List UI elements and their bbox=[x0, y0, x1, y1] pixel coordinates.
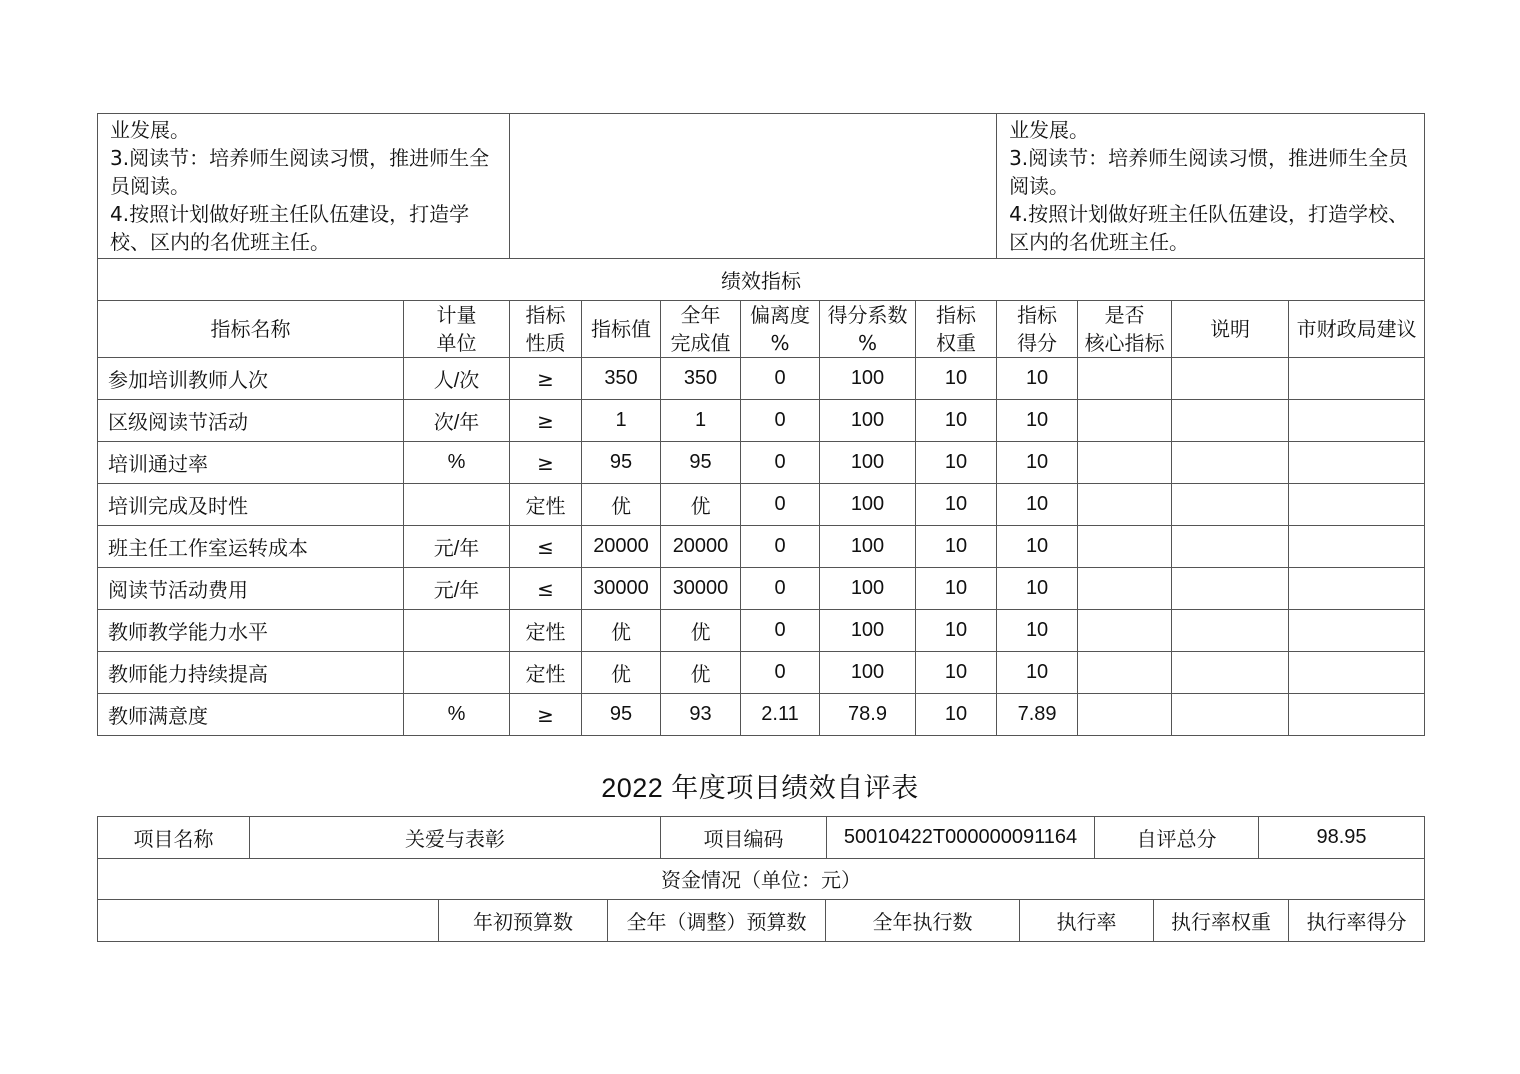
table-cell bbox=[1289, 442, 1425, 484]
indicator-name-cell: 班主任工作室运转成本 bbox=[98, 526, 404, 568]
table-cell: 0 bbox=[741, 568, 820, 610]
header-cell: 指标 性质 bbox=[510, 301, 582, 358]
table-cell: 定性 bbox=[510, 652, 582, 694]
table-cell: 优 bbox=[661, 484, 741, 526]
table-cell: 100 bbox=[820, 652, 916, 694]
indicator-name-cell: 阅读节活动费用 bbox=[98, 568, 404, 610]
table-cell: 10 bbox=[916, 400, 997, 442]
table-cell: 93 bbox=[661, 694, 741, 736]
table-cell: 20000 bbox=[661, 526, 741, 568]
table-cell bbox=[1078, 610, 1172, 652]
project-code-value: 50010422T000000091164 bbox=[827, 817, 1095, 859]
table-cell bbox=[1172, 442, 1289, 484]
table-cell: 10 bbox=[916, 358, 997, 400]
header-cell: 说明 bbox=[1172, 301, 1289, 358]
header-cell: 指标值 bbox=[582, 301, 661, 358]
table-row bbox=[98, 400, 1425, 442]
table-cell: 100 bbox=[820, 484, 916, 526]
table-cell bbox=[1078, 526, 1172, 568]
table-cell: 10 bbox=[997, 442, 1078, 484]
table-cell: 7.89 bbox=[997, 694, 1078, 736]
table-cell: 1 bbox=[661, 400, 741, 442]
section-title-row bbox=[98, 259, 1425, 301]
table-cell bbox=[1172, 400, 1289, 442]
indicator-name-cell: 培训通过率 bbox=[98, 442, 404, 484]
table-cell bbox=[404, 484, 510, 526]
header-cell: 是否 核心指标 bbox=[1078, 301, 1172, 358]
table-cell: 0 bbox=[741, 652, 820, 694]
goal-middle-cell bbox=[510, 114, 997, 259]
table-cell bbox=[1078, 652, 1172, 694]
table-cell: 1 bbox=[582, 400, 661, 442]
header-cell: 指标名称 bbox=[98, 301, 404, 358]
table-cell: 优 bbox=[582, 652, 661, 694]
funds-title-row bbox=[98, 858, 1425, 900]
table-cell: 元/年 bbox=[404, 568, 510, 610]
table-cell: 人/次 bbox=[404, 358, 510, 400]
table-cell: ≥ bbox=[510, 442, 582, 484]
table-cell: 10 bbox=[997, 484, 1078, 526]
table-row bbox=[98, 568, 1425, 610]
table-cell bbox=[1078, 400, 1172, 442]
table-cell: 20000 bbox=[582, 526, 661, 568]
header-cell: 偏离度 % bbox=[741, 301, 820, 358]
table-cell: 10 bbox=[916, 652, 997, 694]
table-cell bbox=[1289, 694, 1425, 736]
table-cell bbox=[1078, 484, 1172, 526]
table-row bbox=[98, 610, 1425, 652]
table-cell: 95 bbox=[582, 442, 661, 484]
table-cell: 10 bbox=[997, 610, 1078, 652]
header-cell: 计量 单位 bbox=[404, 301, 510, 358]
table-cell bbox=[1289, 652, 1425, 694]
section-title: 绩效指标 bbox=[98, 259, 1425, 301]
table-cell: 优 bbox=[661, 652, 741, 694]
table-row bbox=[98, 694, 1425, 736]
project-info-table bbox=[97, 816, 1425, 859]
project-name-value: 关爱与表彰 bbox=[250, 817, 661, 859]
score-value: 98.95 bbox=[1259, 817, 1425, 859]
score-label: 自评总分 bbox=[1095, 817, 1259, 859]
table-cell bbox=[1289, 400, 1425, 442]
table-cell bbox=[1172, 694, 1289, 736]
table-cell bbox=[404, 610, 510, 652]
table-cell bbox=[1172, 526, 1289, 568]
table-cell: 2.11 bbox=[741, 694, 820, 736]
table-cell bbox=[1289, 358, 1425, 400]
table-cell bbox=[1172, 652, 1289, 694]
table-cell: 0 bbox=[741, 610, 820, 652]
form-title: 2022 年度项目绩效自评表 bbox=[601, 773, 919, 803]
table-cell: 30000 bbox=[661, 568, 741, 610]
table-cell: 100 bbox=[820, 526, 916, 568]
table-cell bbox=[1172, 610, 1289, 652]
table-cell: 10 bbox=[916, 568, 997, 610]
table-cell: 10 bbox=[916, 610, 997, 652]
funds-header-cell: 执行率得分 bbox=[1289, 900, 1425, 942]
table-cell bbox=[1078, 568, 1172, 610]
table-cell: 95 bbox=[582, 694, 661, 736]
funds-header-cell: 年初预算数 bbox=[439, 900, 608, 942]
table-cell: 优 bbox=[582, 610, 661, 652]
table-cell: 10 bbox=[997, 568, 1078, 610]
indicator-name-cell: 培训完成及时性 bbox=[98, 484, 404, 526]
table-cell bbox=[1289, 526, 1425, 568]
indicator-name-cell: 区级阅读节活动 bbox=[98, 400, 404, 442]
table-row bbox=[98, 652, 1425, 694]
table-row bbox=[98, 358, 1425, 400]
header-cell: 指标 得分 bbox=[997, 301, 1078, 358]
table-cell bbox=[1289, 568, 1425, 610]
table-cell: ≥ bbox=[510, 694, 582, 736]
table-cell: 95 bbox=[661, 442, 741, 484]
table-row bbox=[98, 526, 1425, 568]
table-cell: % bbox=[404, 442, 510, 484]
funds-header-cell: 执行率权重 bbox=[1154, 900, 1289, 942]
table-cell: 350 bbox=[582, 358, 661, 400]
indicator-name-cell: 参加培训教师人次 bbox=[98, 358, 404, 400]
indicator-name-cell: 教师教学能力水平 bbox=[98, 610, 404, 652]
funds-title: 资金情况（单位：元） bbox=[98, 858, 1425, 900]
table-cell: 30000 bbox=[582, 568, 661, 610]
project-name-label: 项目名称 bbox=[98, 817, 250, 859]
table-cell: 10 bbox=[997, 652, 1078, 694]
table-cell: 10 bbox=[997, 358, 1078, 400]
table-cell bbox=[1078, 694, 1172, 736]
table-cell: ≥ bbox=[510, 358, 582, 400]
table-cell bbox=[1078, 358, 1172, 400]
header-row bbox=[98, 301, 1425, 358]
funds-header-cell: 全年执行数 bbox=[826, 900, 1020, 942]
table-cell: 10 bbox=[916, 526, 997, 568]
table-cell: 元/年 bbox=[404, 526, 510, 568]
funds-header-cell: 执行率 bbox=[1020, 900, 1154, 942]
table-cell: 优 bbox=[582, 484, 661, 526]
table-cell: 100 bbox=[820, 358, 916, 400]
table-cell bbox=[1172, 484, 1289, 526]
header-cell: 得分系数 % bbox=[820, 301, 916, 358]
table-cell: 78.9 bbox=[820, 694, 916, 736]
goals-row bbox=[98, 114, 1425, 259]
table-cell: 100 bbox=[820, 442, 916, 484]
funds-header-cell: 全年（调整）预算数 bbox=[608, 900, 826, 942]
table-cell: ≤ bbox=[510, 568, 582, 610]
table-cell bbox=[1078, 442, 1172, 484]
table-cell: 10 bbox=[916, 442, 997, 484]
table-cell: 0 bbox=[741, 358, 820, 400]
table-cell bbox=[1172, 358, 1289, 400]
table-row bbox=[98, 442, 1425, 484]
table-cell: 10 bbox=[997, 400, 1078, 442]
table-cell: 0 bbox=[741, 442, 820, 484]
table-cell: ≤ bbox=[510, 526, 582, 568]
goal-right-cell: 业发展。 3.阅读节：培养师生阅读习惯，推进师生全员阅读。 4.按照计划做好班主任队伍建设，打造学校、区内的名优班主任。 bbox=[997, 114, 1425, 259]
table-cell: 100 bbox=[820, 400, 916, 442]
funds-table bbox=[97, 858, 1425, 942]
table-cell bbox=[1289, 610, 1425, 652]
indicator-name-cell: 教师能力持续提高 bbox=[98, 652, 404, 694]
table-cell: 10 bbox=[916, 484, 997, 526]
performance-table bbox=[97, 113, 1425, 736]
project-info-row bbox=[98, 817, 1425, 859]
header-cell: 全年 完成值 bbox=[661, 301, 741, 358]
table-cell: 次/年 bbox=[404, 400, 510, 442]
table-cell bbox=[404, 652, 510, 694]
goal-left-cell: 业发展。 3.阅读节：培养师生阅读习惯，推进师生全员阅读。 4.按照计划做好班主任队伍建设，打造学校、区内的名优班主任。 bbox=[98, 114, 510, 259]
table-cell: 0 bbox=[741, 400, 820, 442]
table-cell: 0 bbox=[741, 484, 820, 526]
table-cell: % bbox=[404, 694, 510, 736]
indicator-name-cell: 教师满意度 bbox=[98, 694, 404, 736]
table-cell: 100 bbox=[820, 610, 916, 652]
table-cell: 100 bbox=[820, 568, 916, 610]
table-row bbox=[98, 484, 1425, 526]
funds-header-row bbox=[98, 900, 1425, 942]
project-code-label: 项目编码 bbox=[661, 817, 827, 859]
table-cell: ≥ bbox=[510, 400, 582, 442]
header-cell: 市财政局建议 bbox=[1289, 301, 1425, 358]
table-cell: 10 bbox=[916, 694, 997, 736]
table-cell: 350 bbox=[661, 358, 741, 400]
table-cell: 10 bbox=[997, 526, 1078, 568]
table-cell: 定性 bbox=[510, 610, 582, 652]
header-cell: 指标 权重 bbox=[916, 301, 997, 358]
table-cell: 0 bbox=[741, 526, 820, 568]
table-cell: 定性 bbox=[510, 484, 582, 526]
table-cell: 优 bbox=[661, 610, 741, 652]
table-cell bbox=[1172, 568, 1289, 610]
table-cell bbox=[1289, 484, 1425, 526]
funds-header-cell bbox=[98, 900, 439, 942]
